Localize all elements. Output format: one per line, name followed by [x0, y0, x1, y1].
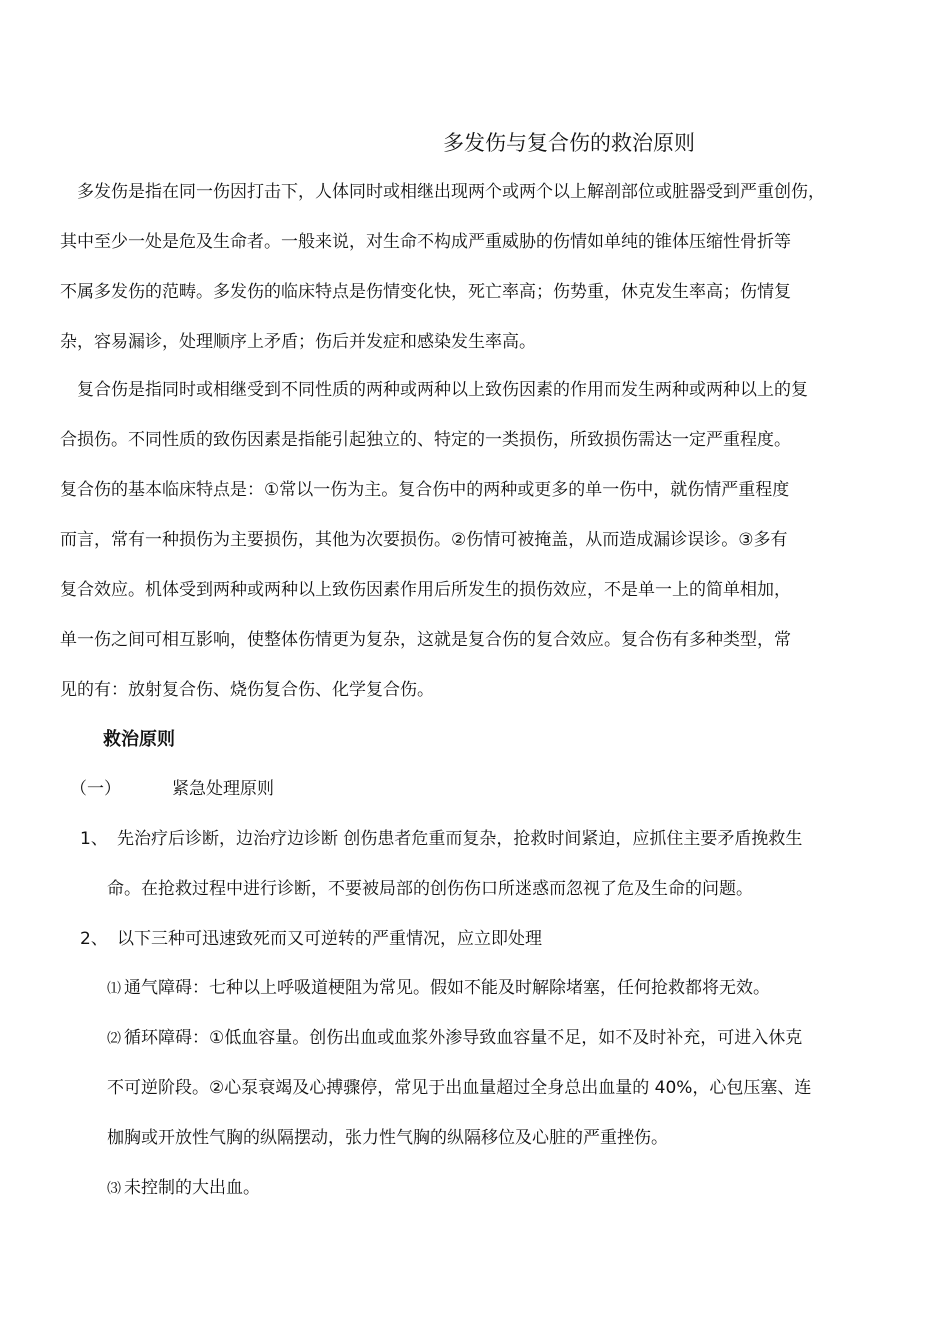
- list-item-text: 先治疗后诊断，边治疗边诊断 创伤患者危重而复杂，抢救时间紧迫，应抓住主要矛盾挽救生: [117, 829, 803, 849]
- subsection-number: （一）: [70, 779, 121, 799]
- text-line: 见的有：放射复合伤、烧伤复合伤、化学复合伤。: [60, 680, 434, 700]
- text-line: 其中至少一处是危及生命者。一般来说，对生命不构成严重威胁的伤情如单纯的锥体压缩性骨折等: [60, 232, 791, 252]
- section-heading: 救治原则: [103, 729, 175, 750]
- sub-item-2-continuation: 枷胸或开放性气胸的纵隔摆动，张力性气胸的纵隔移位及心脏的严重挫伤。: [107, 1128, 668, 1148]
- subsection-label: 紧急处理原则: [172, 779, 274, 799]
- list-marker: 2、: [80, 929, 108, 949]
- sub-item-2: [107, 1013, 802, 1064]
- sub-item-2-continuation: 不可逆阶段。②心泵衰竭及心搏骤停，常见于出血量超过全身总出血量的 40%，心包压塞、连: [107, 1078, 812, 1098]
- sub-item-text: 循环障碍：①低血容量。创伤出血或血浆外渗导致血容量不足，如不及时补充，可进入休克: [124, 1028, 803, 1048]
- paragraph-combined-injury: [60, 365, 920, 715]
- sub-item-marker: ⑴: [107, 981, 121, 997]
- text-line: 而言，常有一种损伤为主要损伤，其他为次要损伤。②伤情可被掩盖，从而造成漏诊误诊。③多有: [60, 530, 788, 550]
- sub-item-1: [107, 963, 770, 1014]
- list-item-text: 以下三种可迅速致死而又可逆转的严重情况，应立即处理: [117, 929, 542, 949]
- sub-item-text: 通气障碍：七种以上呼吸道梗阻为常见。假如不能及时解除堵塞，任何抢救都将无效。: [124, 978, 770, 998]
- text-line: 不属多发伤的范畴。多发伤的临床特点是伤情变化快，死亡率高；伤势重，休克发生率高；伤情复: [60, 282, 791, 302]
- sub-item-3: [107, 1163, 260, 1214]
- list-item-2: [80, 914, 542, 964]
- document-title: 多发伤与复合伤的救治原则: [443, 131, 695, 155]
- text-line: 复合伤的基本临床特点是：①常以一伤为主。复合伤中的两种或更多的单一伤中，就伤情严重程度: [60, 480, 790, 500]
- sub-item-marker: ⑶: [107, 1181, 121, 1197]
- list-marker: 1、: [80, 829, 108, 849]
- list-item-1: [80, 814, 802, 864]
- text-line: 复合效应。机体受到两种或两种以上致伤因素作用后所发生的损伤效应，不是单一上的简单相加，: [60, 580, 791, 600]
- text-line: 复合伤是指同时或相继受到不同性质的两种或两种以上致伤因素的作用而发生两种或两种以上的复: [77, 380, 808, 400]
- list-item-1-continuation: 命。在抢救过程中进行诊断，不要被局部的创伤伤口所迷惑而忽视了危及生命的问题。: [107, 879, 753, 899]
- text-line: 杂，容易漏诊，处理顺序上矛盾；伤后并发症和感染发生率高。: [60, 332, 536, 352]
- subsection-heading: [70, 774, 274, 804]
- text-line: 多发伤是指在同一伤因打击下，人体同时或相继出现两个或两个以上解剖部位或脏器受到严重创伤，: [77, 182, 825, 202]
- text-line: 单一伤之间可相互影响，使整体伤情更为复杂，这就是复合伤的复合效应。复合伤有多种类型，常: [60, 630, 791, 650]
- paragraph-multiple-injury: [60, 167, 920, 367]
- text-line: 合损伤。不同性质的致伤因素是指能引起独立的、特定的一类损伤，所致损伤需达一定严重程度。: [60, 430, 791, 450]
- sub-item-text: 未控制的大出血。: [124, 1178, 260, 1198]
- sub-item-marker: ⑵: [107, 1031, 121, 1047]
